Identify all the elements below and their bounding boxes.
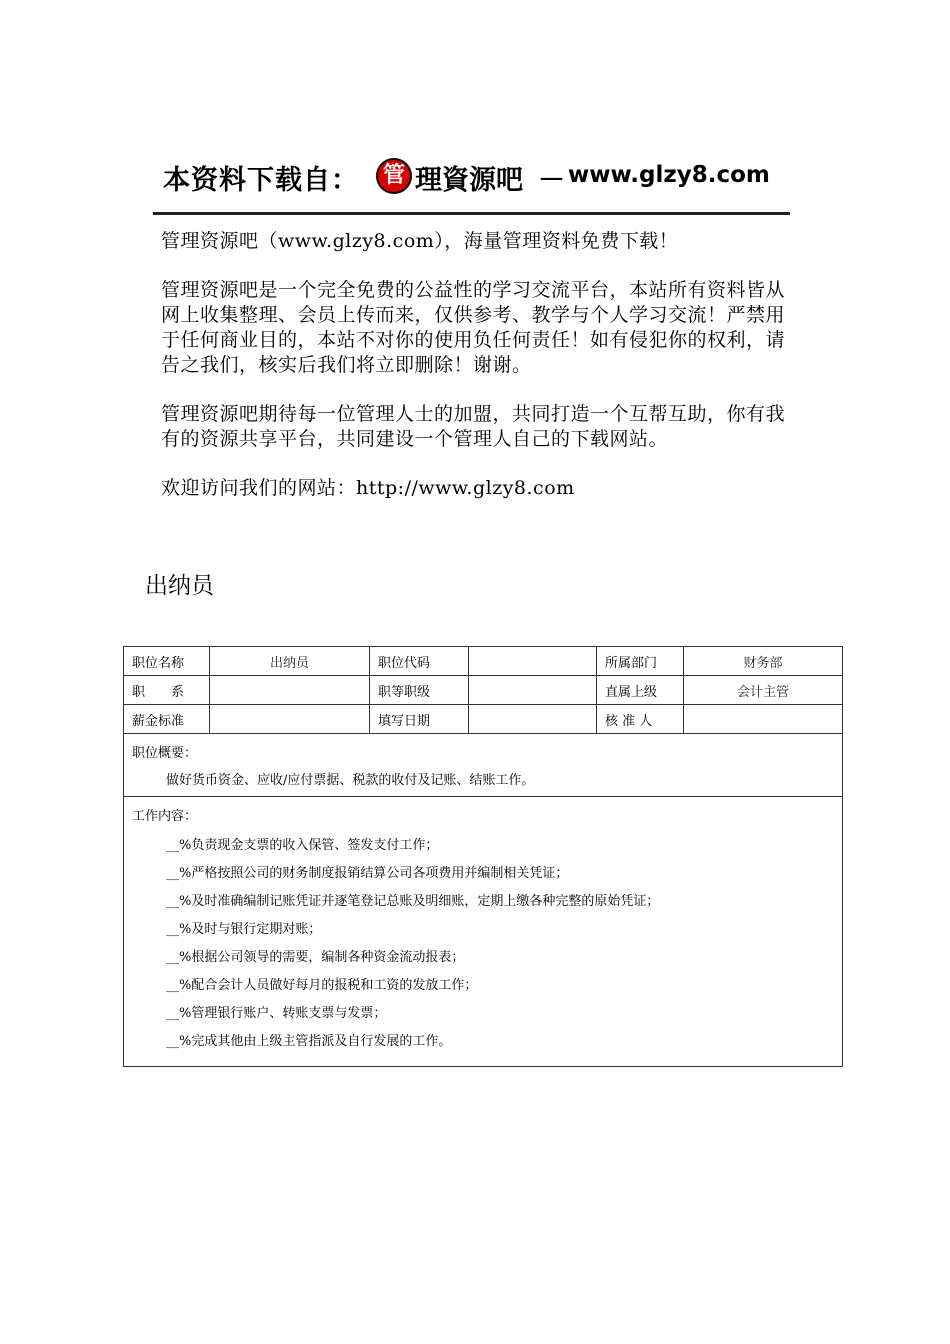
value-approver — [684, 705, 843, 734]
label-fill-date: 填写日期 — [370, 705, 469, 734]
label-job-title: 职位名称 — [124, 647, 210, 676]
label-department: 所属部门 — [597, 647, 684, 676]
value-supervisor: 会计主管 — [684, 676, 843, 705]
list-item: __%及时准确编制记账凭证并逐笔登记总账及明细账，定期上缴各种完整的原始凭证； — [166, 894, 660, 909]
table-row — [124, 676, 843, 705]
job-description-table — [123, 646, 843, 1067]
site-logo-name: 理資源吧 — [415, 165, 523, 196]
value-department: 财务部 — [684, 647, 843, 676]
summary-label: 职位概要： — [132, 746, 198, 761]
banner-paragraph: 管理资源吧期待每一位管理人士的加盟，共同打造一个互帮互助，你有我有的资源共享平台，共同建设一个管理人自己的下载网站。 — [161, 403, 786, 450]
label-job-code: 职位代码 — [370, 647, 469, 676]
label-job-family: 职 系 — [124, 676, 210, 705]
table-row — [124, 705, 843, 734]
label-approver: 核 准 人 — [597, 705, 684, 734]
table-row — [124, 797, 843, 1067]
banner-paragraph: 管理资源吧是一个完全免费的公益性的学习交流平台，本站所有资料皆从网上收集整理、会员上传而来，仅供参考、教学与个人学习交流！严禁用于任何商业目的，本站不对你的使用负任何责任！如有侵犯你的权利，请告之我们，核实后我们将立即删除！谢谢。 — [161, 279, 786, 376]
value-job-code — [469, 647, 597, 676]
list-item: __%及时与银行定期对账； — [166, 922, 322, 937]
download-banner — [153, 150, 790, 525]
list-item: __%完成其他由上级主管指派及自行发展的工作。 — [166, 1034, 452, 1049]
table-row — [124, 734, 843, 797]
value-job-family — [210, 676, 370, 705]
label-salary: 薪金标准 — [124, 705, 210, 734]
banner-site-url[interactable]: www.glzy8.com — [568, 162, 770, 188]
list-item: __%根据公司领导的需要，编制各种资金流动报表； — [166, 950, 465, 965]
banner-header — [153, 150, 790, 212]
banner-paragraph: 欢迎访问我们的网站：http://www.glzy8.com — [161, 477, 575, 499]
banner-download-label: 本资料下载自： — [163, 165, 359, 196]
value-fill-date — [469, 705, 597, 734]
summary-section — [124, 734, 843, 797]
duties-section — [124, 797, 843, 1067]
list-item: __%配合会计人员做好每月的报税和工资的发放工作； — [166, 978, 478, 993]
value-job-title: 出纳员 — [210, 647, 370, 676]
label-supervisor: 直属上级 — [597, 676, 684, 705]
banner-dash: － — [538, 165, 565, 196]
label-job-grade: 职等职级 — [370, 676, 469, 705]
value-job-grade — [469, 676, 597, 705]
table-row — [124, 647, 843, 676]
banner-body — [153, 215, 790, 501]
summary-text: 做好货币资金、应收/应付票据、税款的收付及记账、结账工作。 — [166, 773, 535, 788]
duty-list — [132, 832, 834, 1060]
banner-paragraph: 管理资源吧（www.glzy8.com），海量管理资料免费下载！ — [161, 230, 679, 252]
page-title: 出纳员 — [145, 573, 214, 599]
site-logo-icon: 管 — [376, 158, 412, 194]
duties-label: 工作内容： — [132, 809, 198, 824]
list-item: __%严格按照公司的财务制度报销结算公司各项费用并编制相关凭证； — [166, 866, 569, 881]
list-item: __%管理银行账户、转账支票与发票； — [166, 1006, 387, 1021]
list-item: __%负责现金支票的收入保管、签发支付工作； — [166, 838, 439, 853]
value-salary — [210, 705, 370, 734]
